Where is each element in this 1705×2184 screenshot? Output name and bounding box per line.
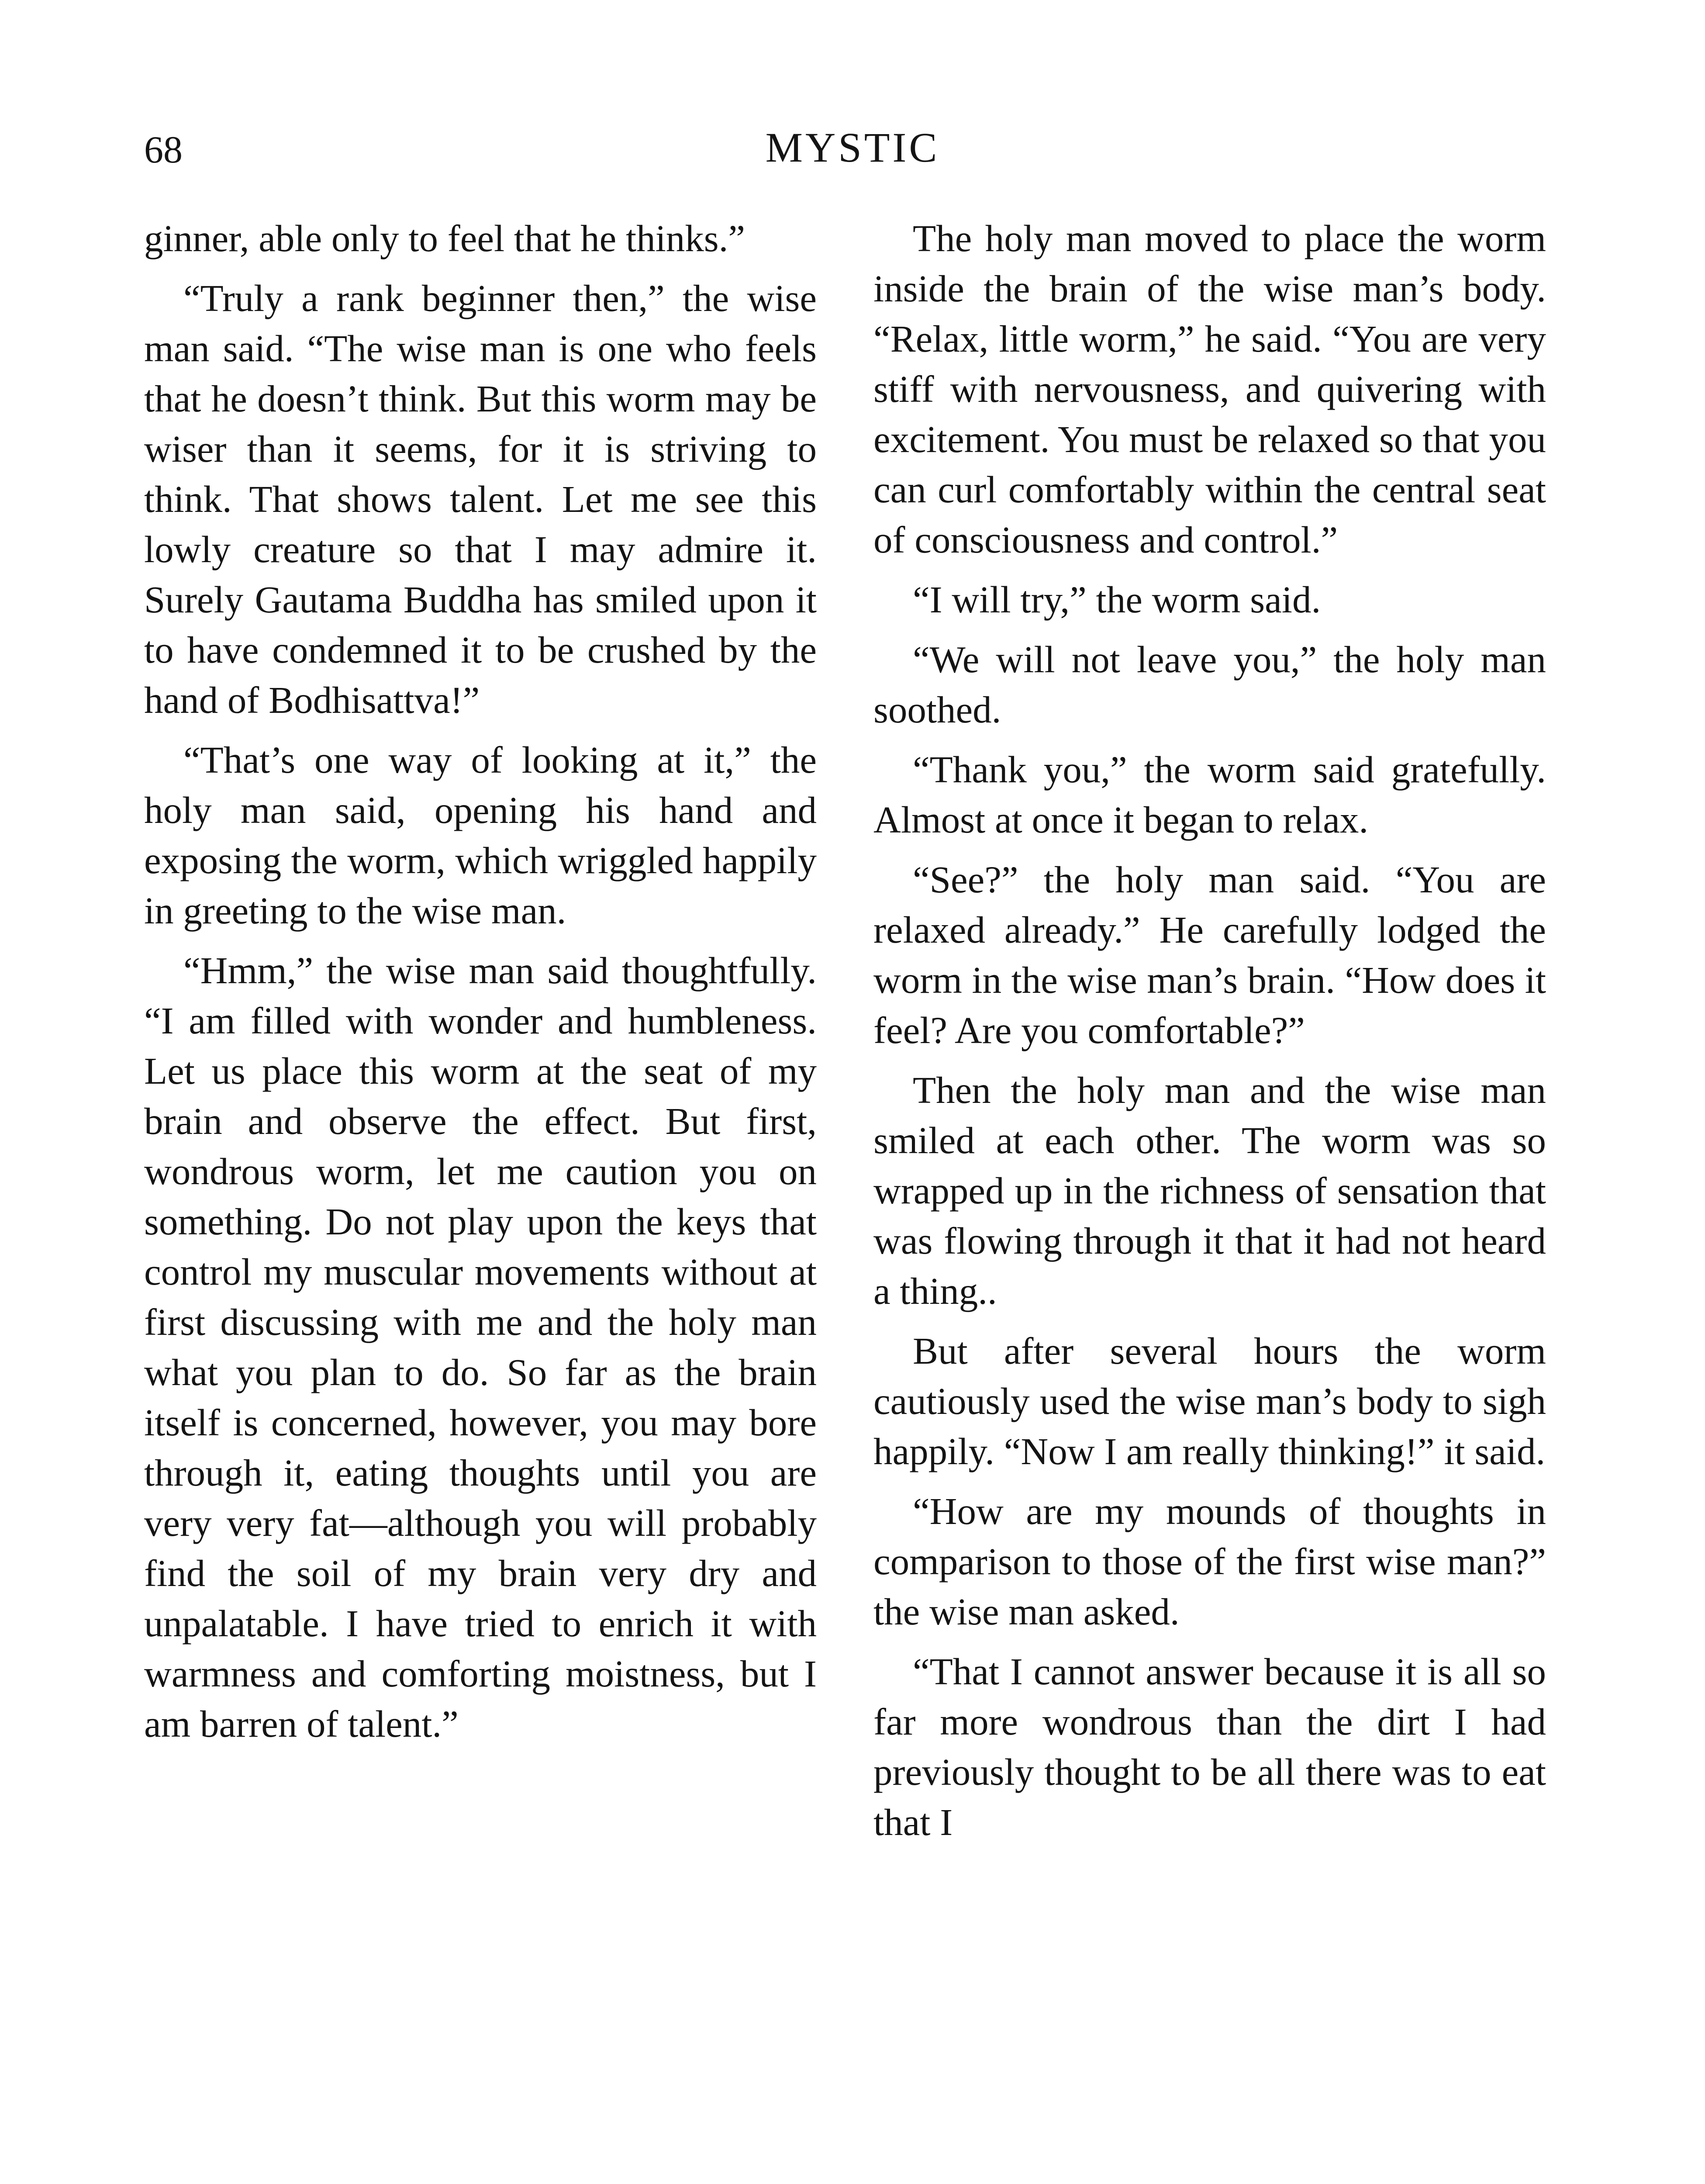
paragraph: “Thank you,” the worm said gratefully. Almost at once it began to relax.	[873, 748, 1546, 841]
paragraph: The holy man moved to place the worm inside the brain of the wise man’s body. “Relax, little worm,” he said. “You are very stiff with nervousness, and quivering with excitement. You must be relaxed so that you can curl comfortably within the central seat of consciousness and control.”	[873, 217, 1546, 561]
left-column	[144, 213, 817, 1759]
page-number: 68	[144, 129, 183, 171]
paragraph: ginner, able only to feel that he thinks.”	[144, 217, 746, 259]
paragraph: “That’s one way of looking at it,” the holy man said, opening his hand and exposing the worm, which wriggled happily in greeting to the wise man.	[144, 739, 817, 932]
paragraph: “That I cannot answer because it is all so far more wondrous than the dirt I had previously thought to be all there was to eat that I	[873, 1650, 1546, 1843]
paragraph: “I will try,” the worm said.	[913, 578, 1321, 621]
paragraph: “See?” the holy man said. “You are relaxed already.” He carefully lodged the worm in the wise man’s brain. “How does it feel? Are you comfortable?”	[873, 858, 1546, 1051]
running-title: MYSTIC	[765, 124, 940, 171]
paragraph: Then the holy man and the wise man smiled at each other. The worm was so wrapped up in the richness of sensation that was flowing through it that it had not heard a thing..	[873, 1069, 1546, 1312]
paragraph: “We will not leave you,” the holy man soothed.	[873, 638, 1546, 731]
paragraph: “Hmm,” the wise man said thoughtfully. “I am filled with wonder and humbleness. Let us place this worm at the seat of my brain and observe the effect. But first, wondrous worm, let me caution you on something. Do not play upon the keys that control my muscular movements without at first discussing with me and the holy man what you plan to do. So far as the brain itself is concerned, however, you may bore through it, eating thoughts until you are very very fat—although you will probably find the soil of my brain very dry and unpalatable. I have tried to enrich it with warmness and comforting moistness, but I am barren of talent.”	[144, 949, 817, 1745]
paragraph: “Truly a rank beginner then,” the wise man said. “The wise man is one who feels that he doesn’t think. But this worm may be wiser than it seems, for it is striving to think. That shows talent. Let me see this lowly creature so that I may admire it. Surely Gautama Buddha has smiled upon it to have condemned it to be crushed by the hand of Bodhisattva!”	[144, 277, 817, 721]
right-column	[873, 213, 1546, 1857]
paragraph: “How are my mounds of thoughts in comparison to those of the first wise man?” the wise man asked.	[873, 1490, 1546, 1633]
paragraph: But after several hours the worm cautiously used the wise man’s body to sigh happily. “Now I am really thinking!” it said.	[873, 1330, 1546, 1472]
